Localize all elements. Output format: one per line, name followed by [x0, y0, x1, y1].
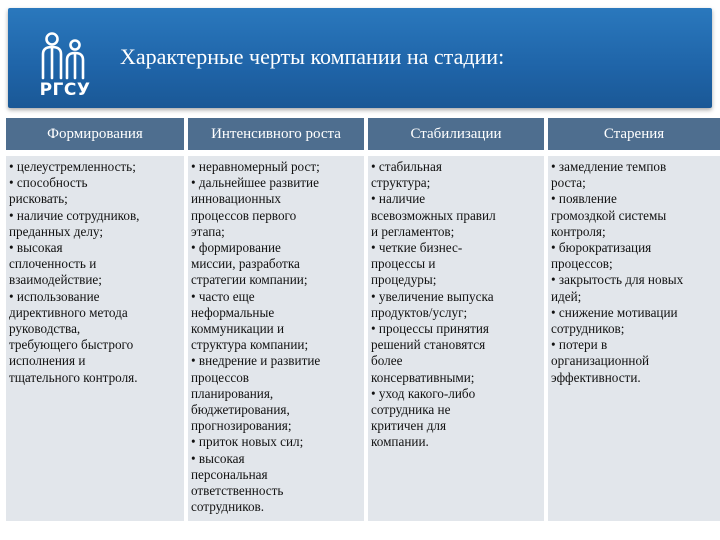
cell-line: более — [371, 353, 403, 369]
cell-line: исполнения и — [9, 353, 86, 369]
cell-stabilization — [368, 156, 544, 521]
cell-line: планирования, — [191, 385, 274, 401]
table-row — [6, 156, 720, 521]
cell-line: • наличие — [371, 191, 426, 207]
cell-formation — [6, 156, 184, 521]
cell-line: • потери в — [551, 337, 608, 353]
cell-line: • использование — [9, 288, 100, 304]
cell-line: процедуры; — [371, 272, 437, 288]
cell-line: и регламентов; — [371, 223, 455, 239]
cell-line: сотрудников; — [551, 321, 625, 337]
cell-line: структура; — [371, 175, 431, 191]
cell-line: контроля; — [551, 223, 606, 239]
cell-line: идей; — [551, 288, 582, 304]
cell-line: • формирование — [191, 240, 281, 256]
cell-line: прогнозирования; — [191, 418, 292, 434]
cell-line: • неравномерный рост; — [191, 159, 320, 174]
cell-line: коммуникации и — [191, 321, 285, 337]
cell-line: всевозможных правил — [371, 207, 496, 223]
cell-line: • внедрение и развитие — [191, 353, 321, 369]
cell-line: • четкие бизнес- — [371, 240, 463, 256]
cell-line: взаимодействие; — [9, 272, 102, 288]
cell-line: роста; — [551, 175, 586, 191]
cell-line: структура компании; — [191, 337, 309, 353]
cell-line: преданных делу; — [9, 223, 103, 239]
cell-line: бюджетирования, — [191, 402, 290, 418]
cell-line: руководства, — [9, 321, 81, 337]
cell-line: • закрытость для новых — [551, 272, 684, 288]
cell-line: громоздкой системы — [551, 207, 667, 223]
cell-line: компании. — [371, 434, 429, 450]
cell-line: • способность — [9, 175, 88, 191]
cell-line: • уход какого-либо — [371, 385, 476, 401]
title-banner — [8, 8, 712, 108]
cell-line: инновационных — [191, 191, 281, 207]
logo-text: РГСУ — [39, 80, 91, 100]
cell-line: • дальнейшее развитие — [191, 175, 319, 191]
column-header-growth: Интенсивного роста — [188, 118, 364, 152]
cell-line: стратегии компании; — [191, 272, 308, 288]
cell-line: • целеустремленность; — [9, 159, 136, 174]
cell-line: продуктов/услуг; — [371, 304, 468, 320]
column-header-stabilization: Стабилизации — [368, 118, 544, 152]
cell-line: директивного метода — [9, 304, 128, 320]
cell-line: сотрудника не — [371, 402, 451, 418]
rgsu-logo — [30, 30, 100, 106]
cell-line: процессы и — [371, 256, 436, 272]
cell-aging — [548, 156, 720, 521]
cell-growth — [188, 156, 364, 521]
cell-line: консервативными; — [371, 369, 475, 385]
cell-line: этапа; — [191, 223, 225, 239]
cell-line: ответственность — [191, 483, 284, 499]
column-header-aging: Старения — [548, 118, 720, 152]
cell-line: организационной — [551, 353, 650, 369]
cell-line: процессов первого — [191, 207, 297, 223]
cell-line: решений становятся — [371, 337, 486, 353]
cell-line: • снижение мотивации — [551, 304, 678, 320]
cell-line: • процессы принятия — [371, 321, 489, 337]
cell-line: тщательного контроля. — [9, 369, 138, 385]
cell-line: миссии, разработка — [191, 256, 300, 272]
cell-line: сплоченность и — [9, 256, 97, 272]
stages-table — [2, 114, 720, 525]
cell-line: эффективности. — [551, 369, 641, 385]
cell-line: • замедление темпов — [551, 159, 667, 174]
cell-line: критичен для — [371, 418, 447, 434]
cell-line: • стабильная — [371, 159, 442, 174]
cell-line: • увеличение выпуска — [371, 288, 494, 304]
cell-line: процессов; — [551, 256, 613, 272]
cell-line: процессов — [191, 369, 250, 385]
slide-title: Характерные черты компании на стадии: — [120, 44, 505, 69]
cell-line: • приток новых сил; — [191, 434, 304, 450]
cell-line: • высокая — [9, 240, 63, 256]
family-logo-icon — [30, 30, 100, 80]
cell-line: • бюрократизация — [551, 240, 652, 256]
cell-line: неформальные — [191, 304, 275, 320]
cell-line: рисковать; — [9, 191, 68, 207]
cell-line: сотрудников. — [191, 499, 265, 515]
cell-line: • высокая — [191, 450, 245, 466]
cell-line: • наличие сотрудников, — [9, 207, 140, 223]
column-header-formation: Формирования — [6, 118, 184, 152]
cell-line: • появление — [551, 191, 617, 207]
cell-line: требующего быстрого — [9, 337, 134, 353]
cell-line: • часто еще — [191, 288, 255, 304]
table-header-row — [6, 118, 720, 152]
cell-line: персональная — [191, 466, 268, 482]
